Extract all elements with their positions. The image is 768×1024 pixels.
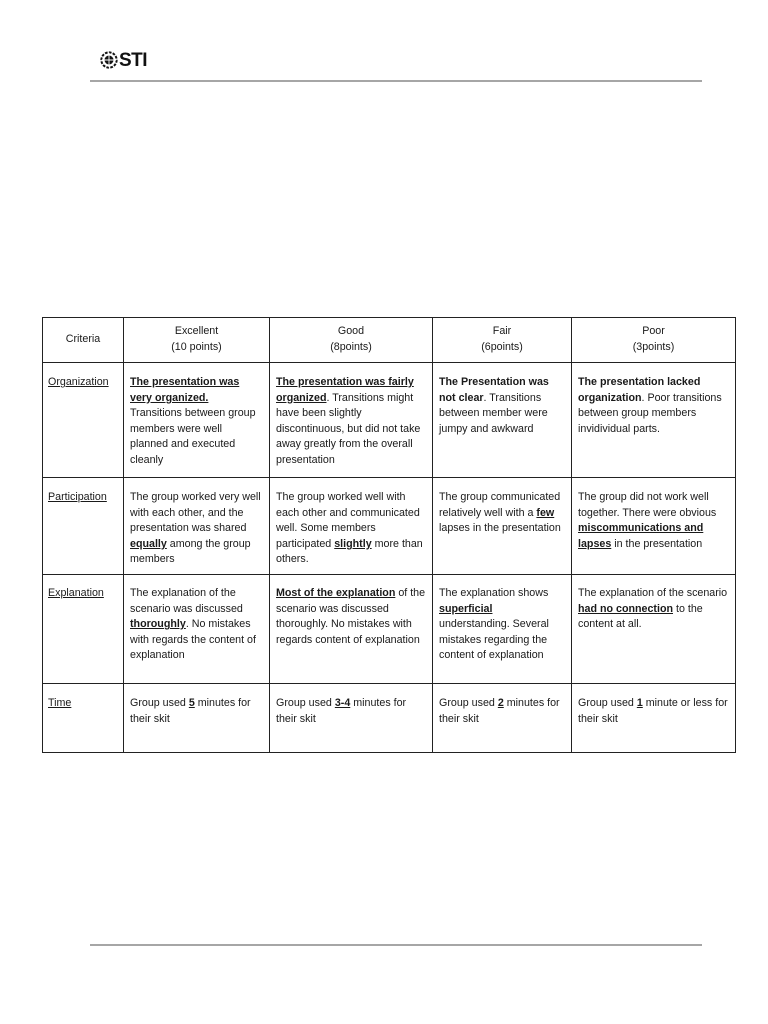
cell-emphasis: The presentation was fairly organized [276, 376, 414, 404]
cell-time-fair [433, 684, 572, 753]
column-points: (3points) [632, 341, 675, 353]
cell-text: The explanation shows [439, 587, 549, 599]
cell-emphasis: few [536, 506, 555, 519]
cell-participation-poor [572, 478, 736, 575]
cell-text: minute or less for their skit [578, 697, 728, 725]
column-name: Criteria [65, 333, 101, 346]
cell-text: more than others. [276, 537, 423, 566]
cell-organization-good [270, 363, 433, 478]
cell-emphasis: Most of the explanation [276, 587, 396, 599]
header-row [43, 318, 736, 363]
cell-emphasis: slightly [334, 537, 372, 550]
column-name: Excellent [174, 325, 219, 338]
cell-participation-excellent [124, 478, 270, 575]
cell-emphasis: equally [130, 537, 167, 550]
cell-explanation-good [270, 575, 433, 684]
cell-text: The group worked well with each other and communicated well. Some members participated [276, 491, 420, 550]
cell-text: Group used [439, 697, 498, 709]
row-participation [43, 478, 736, 575]
cell-text: Group used [130, 697, 189, 709]
cell-explanation-fair [433, 575, 572, 684]
footer-divider [90, 944, 702, 946]
cell-time-good [270, 684, 433, 753]
cell-text: Transitions between group members were well planned and executed cleanly [130, 407, 256, 466]
cell-text: The explanation of the scenario [578, 587, 728, 599]
cell-text: Group used [276, 697, 335, 709]
row-organization [43, 363, 736, 478]
row-explanation [43, 575, 736, 684]
cell-text: lapses in the presentation [439, 522, 561, 535]
cell-text: among the group members [130, 537, 251, 566]
cell-text: to the content at all. [578, 602, 703, 631]
row-time [43, 684, 736, 753]
cell-emphasis: had no connection [578, 602, 673, 615]
cell-emphasis: The presentation lacked organization [578, 376, 701, 404]
cell-text: understanding. Several mistakes regarding the content of explanation [439, 618, 549, 662]
cell-participation-fair [433, 478, 572, 575]
column-name: Fair [492, 325, 512, 338]
cell-text: . No mistakes with regards the content of explanation [130, 618, 256, 662]
column-points: (10 points) [171, 341, 222, 353]
cell-text: Group used [578, 697, 637, 709]
cell-time-poor [572, 684, 736, 753]
cell-emphasis: The Presentation was not clear [439, 376, 549, 404]
globe-icon [100, 51, 118, 69]
header-poor [572, 318, 736, 363]
criteria-time: Time [43, 684, 124, 753]
cell-explanation-excellent [124, 575, 270, 684]
cell-emphasis: 3-4 [334, 697, 351, 709]
cell-text: minutes for their skit [439, 697, 560, 725]
header-good [270, 318, 433, 363]
cell-emphasis: 5 [188, 697, 195, 709]
cell-text: The group worked very well with each other, and the presentation was shared [130, 491, 261, 535]
cell-organization-fair [433, 363, 572, 478]
cell-text: minutes for their skit [276, 697, 407, 725]
cell-participation-good [270, 478, 433, 575]
column-name: Good [337, 325, 365, 338]
logo-text: STI [119, 49, 148, 71]
cell-text: The group did not work well together. There were obvious [578, 491, 717, 519]
cell-text: The explanation of the scenario was discussed [130, 587, 243, 615]
header-excellent [124, 318, 270, 363]
criteria-organization: Organization [43, 363, 124, 478]
cell-emphasis: The presentation was very organized. [130, 376, 240, 404]
cell-emphasis: thoroughly [130, 618, 186, 631]
column-points: (8points) [330, 341, 372, 353]
column-name: Poor [642, 325, 665, 338]
cell-text: in the presentation [611, 537, 703, 550]
header-divider [90, 80, 702, 82]
rubric-table [42, 317, 736, 753]
cell-organization-excellent [124, 363, 270, 478]
cell-organization-poor [572, 363, 736, 478]
header-fair [433, 318, 572, 363]
cell-emphasis: superficial [439, 602, 493, 615]
sti-logo [100, 48, 147, 72]
criteria-participation: Participation [43, 478, 124, 575]
cell-emphasis: miscommunications and lapses [578, 522, 704, 550]
cell-text: . Transitions between member were jumpy and awkward [439, 391, 548, 435]
column-points: (6points) [481, 341, 523, 353]
cell-text: minutes for their skit [130, 697, 251, 725]
cell-text: . Poor transitions between group members invidividual parts. [578, 391, 722, 435]
header-criteria [43, 318, 124, 363]
criteria-explanation: Explanation [43, 575, 124, 684]
cell-text: . Transitions might have been slightly discontinuous, but did not take away greatly from the overall presentation [276, 391, 421, 466]
cell-explanation-poor [572, 575, 736, 684]
cell-text: of the scenario was discussed thoroughly. No mistakes with regards content of explanation [276, 587, 426, 646]
cell-emphasis: 2 [497, 697, 504, 709]
cell-time-excellent [124, 684, 270, 753]
cell-text: The group communicated relatively well with a [439, 491, 561, 519]
cell-emphasis: 1 [636, 697, 643, 709]
